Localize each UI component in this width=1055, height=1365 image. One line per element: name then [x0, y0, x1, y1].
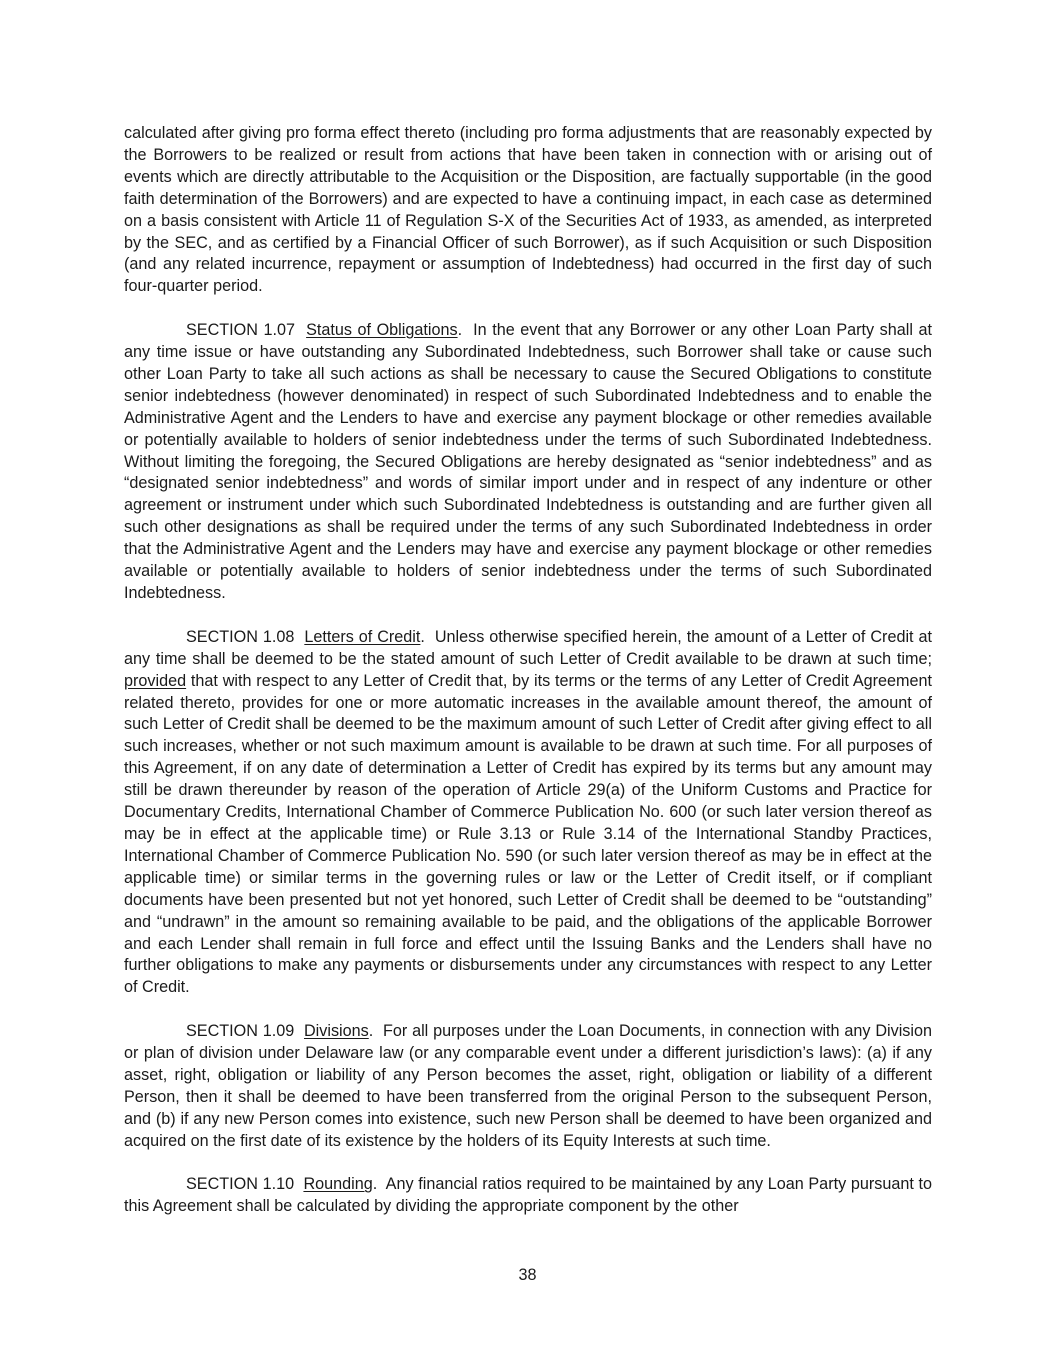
document-body: [124, 123, 932, 1240]
section-1-10-number: SECTION 1.10: [186, 1175, 295, 1194]
section-1-07-text: In the event that any Borrower or any other Loan Party shall at any time issue or have outstanding any Subordinated Indebtedness, such Borrower shall take or cause such other Loan Party to take all such actions as shall be necessary to cause the Secured Obligations to constitute senior indebtedness (however denominated) in respect of such Subordinated Indebtedness and to enable the Administrative Agent and the Lenders to have and exercise any payment blockage or other remedies available or potentially available to holders of senior indebtedness under the terms of such Subordinated Indebtedness. Without limiting the foregoing, the Secured Obligations are hereby designated as “senior indebtedness” and as “designated senior indebtedness” and words of similar import under and in respect of any indenture or other agreement or instrument under which such Subordinated Indebtedness is outstanding and are further given all such other designations as shall be required under the terms of any such Subordinated Indebtedness in order that the Administrative Agent and the Lenders may have and exercise any payment blockage or other remedies available or potentially available to holders of senior indebtedness under the terms of such Subordinated Indebtedness.: [124, 321, 932, 603]
page-number: 38: [518, 1266, 537, 1284]
section-1-07-paragraph: SECTION 1.07 Status of Obligations. In the event that any Borrower or any other Loan Party shall at any time issue or have outstanding any Subordinated Indebtedness, such Borrower shall take or cause such other Loan Party to take all such actions as shall be necessary to cause the Secured Obligations to constitute senior indebtedness (however denominated) in respect of such Subordinated Indebtedness and to enable the Administrative Agent and the Lenders to have and exercise any payment blockage or other remedies available or potentially available to holders of senior indebtedness under the terms of such Subordinated Indebtedness. Without limiting the foregoing, the Secured Obligations are hereby designated as “senior indebtedness” and as “designated senior indebtedness” and words of similar import under and in respect of any indenture or other agreement or instrument under which such Subordinated Indebtedness is outstanding and are further given all such other designations as shall be required under the terms of any such Subordinated Indebtedness in order that the Administrative Agent and the Lenders may have and exercise any payment blockage or other remedies available or potentially available to holders of senior indebtedness under the terms of such Subordinated Indebtedness.: [124, 321, 932, 603]
section-1-08-title: Letters of Credit: [304, 627, 421, 646]
section-1-09-text: For all purposes under the Loan Documents, in connection with any Division or plan of division under Delaware law (or any comparable event under a different jurisdiction’s laws): (a) if any asset, right, obligation or liability of any Person becomes the asset, right, obligation or liability of a different Person, then it shall be deemed to have been transferred from the original Person to the subsequent Person, and (b) if any new Person comes into existence, such new Person shall be deemed to have been organized and acquired on the first date of its existence by the holders of its Equity Interests at such time.: [124, 1022, 932, 1150]
section-1-09-title: Divisions: [303, 1022, 369, 1041]
section-1-08-paragraph: SECTION 1.08 Letters of Credit. Unless otherwise specified herein, the amount of a Letter of Credit at any time shall be deemed to be the stated amount of such Letter of Credit available to be drawn at such time; provided that with respect to any Letter of Credit that, by its terms or the terms of any Letter of Credit Agreement related thereto, provides for one or more automatic increases in the available amount thereof, the amount of such Letter of Credit shall be deemed to be the maximum amount of such Letter of Credit after giving effect to all such increases, whether or not such maximum amount is available to be drawn at such time. For all purposes of this Agreement, if on any date of determination a Letter of Credit has expired by its terms but any amount may still be drawn thereunder by reason of the operation of Article 29(a) of the Uniform Customs and Practice for Documentary Credits, International Chamber of Commerce Publication No. 600 (or such later version thereof as may be in effect at the applicable time) or Rule 3.13 or Rule 3.14 of the International Standby Practices, International Chamber of Commerce Publication No. 590 (or such later version thereof as may be in effect at the applicable time) or similar terms in the governing rules or law or the Letter of Credit itself, or if compliant documents have been presented but not yet honored, such Letter of Credit shall be deemed to be “outstanding” and “undrawn” in the amount so remaining available to be paid, and the obligations of the applicable Borrower and each Lender shall remain in full force and effect until the Issuing Banks and the Lenders shall have no further obligations to make any payments or disbursements under any circumstances with respect to any Letter of Credit.: [124, 627, 933, 997]
continuation-paragraph: calculated after giving pro forma effect thereto (including pro forma adjustments that are reasonably expected by the Borrowers to be realized or result from actions that have been taken in connection with or arising out of events which are directly attributable to the Acquisition or the Disposition, are factually supportable (in the good faith determination of the Borrowers) and are expected to have a continuing impact, in each case as determined on a basis consistent with Article 11 of Regulation S-X of the Securities Act of 1933, as amended, as interpreted by the SEC, and as certified by a Financial Officer of such Borrower), as if such Acquisition or such Disposition (and any related incurrence, repayment or assumption of Indebtedness) had occurred in the first day of such four-quarter period.: [124, 124, 932, 296]
section-1-10-paragraph: SECTION 1.10 Rounding. Any financial ratios required to be maintained by any Loan Party pursuant to this Agreement shall be calculated by dividing the appropriate component by the other: [124, 1175, 932, 1216]
section-1-07-number: SECTION 1.07: [186, 321, 295, 340]
section-1-10-text: Any financial ratios required to be maintained by any Loan Party pursuant to this Agreement shall be calculated by dividing the appropriate component by the other: [124, 1175, 932, 1216]
section-1-08-number: SECTION 1.08: [186, 627, 295, 646]
section-1-10-title: Rounding: [303, 1175, 373, 1194]
section-1-09-number: SECTION 1.09: [186, 1022, 295, 1041]
section-1-08-text-b: that with respect to any Letter of Credit that, by its terms or the terms of any Letter of Credit Agreement related thereto, provides for one or more automatic increases in the available amount thereof, the amount of such Letter of Credit shall be deemed to be the maximum amount of such Letter of Credit after giving effect to all such increases, whether or not such maximum amount is available to be drawn at such time. For all purposes of this Agreement, if on any date of determination a Letter of Credit has expired by its terms but any amount may still be drawn thereunder by reason of the operation of Article 29(a) of the Uniform Customs and Practice for Documentary Credits, International Chamber of Commerce Publication No. 600 (or such later version thereof as may be in effect at the applicable time) or Rule 3.13 or Rule 3.14 of the International Standby Practices, International Chamber of Commerce Publication No. 590 (or such later version thereof as may be in effect at the applicable time) or similar terms in the governing rules or law or the Letter of Credit itself, or if compliant documents have been presented but not yet honored, such Letter of Credit shall be deemed to be “outstanding” and “undrawn” in the amount so remaining available to be paid, and the obligations of the applicable Borrower and each Lender shall remain in full force and effect until the Issuing Banks and the Lenders shall have no further obligations to make any payments or disbursements under any circumstances with respect to any Letter of Credit.: [124, 671, 933, 997]
section-1-08-text-a: Unless otherwise specified herein, the amount of a Letter of Credit at any time shall be deemed to be the stated amount of such Letter of Credit available to be drawn at such time;: [124, 627, 932, 668]
section-1-09-paragraph: SECTION 1.09 Divisions. For all purposes under the Loan Documents, in connection with any Division or plan of division under Delaware law (or any comparable event under a different jurisdiction’s laws): (a) if any asset, right, obligation or liability of any Person becomes the asset, right, obligation or liability of a different Person, then it shall be deemed to have been transferred from the original Person to the subsequent Person, and (b) if any new Person comes into existence, such new Person shall be deemed to have been organized and acquired on the first date of its existence by the holders of its Equity Interests at such time.: [124, 1022, 932, 1150]
section-1-08-emphasis: provided: [124, 671, 187, 690]
section-1-07-title: Status of Obligations: [306, 321, 458, 340]
